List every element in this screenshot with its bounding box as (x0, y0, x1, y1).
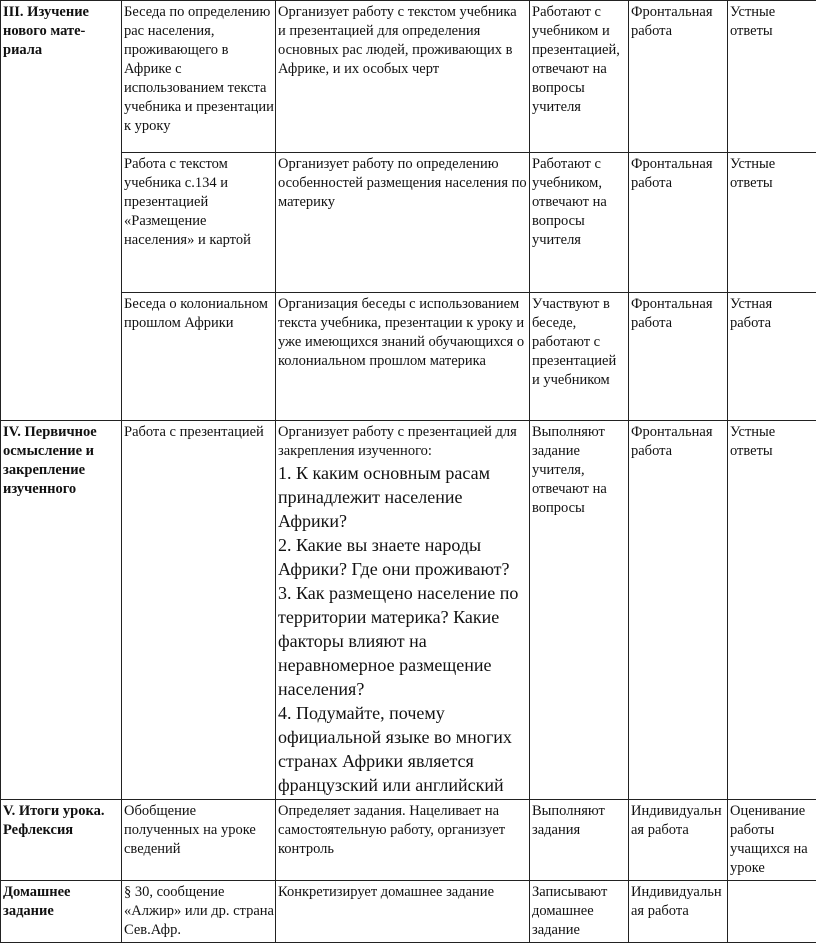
stage-cell: V. Итоги урока. Рефлексия (1, 800, 122, 881)
result-cell: Устная работа (728, 293, 816, 421)
form-cell: Индивидуальная работа (629, 881, 728, 943)
students-cell: Записывают домашнее задание (530, 881, 629, 943)
question-2: 2. Какие вы знаете народы Африки? Где они проживают? (278, 535, 510, 579)
table-row (1, 153, 816, 293)
stage-cell: III. Изучение нового мате-риала (1, 1, 122, 421)
students-cell: Работают с учебником, отвечают на вопросы учителя (530, 153, 629, 293)
table-row (1, 421, 816, 800)
stage-cell: IV. Первичное осмысление и закрепление изученного (1, 421, 122, 800)
table-row (1, 800, 816, 881)
result-cell (728, 881, 816, 943)
form-cell: Фронтальная работа (629, 1, 728, 153)
teacher-cell (276, 421, 530, 800)
result-cell: Устные ответы (728, 153, 816, 293)
content-cell: Обобщение полученных на уроке сведений (122, 800, 276, 881)
teacher-intro: Организует работу с презентацией для закрепления изученного: (278, 424, 517, 459)
question-3: 3. Как размещено население по территории материка? Какие факторы влияют на неравномерное размещение населения? (278, 583, 519, 699)
teacher-cell: Определяет задания. Нацеливает на самостоятельную работу, организует контроль (276, 800, 530, 881)
stage-cell: Домашнее задание (1, 881, 122, 943)
form-cell: Фронтальная работа (629, 293, 728, 421)
content-cell: Работа с презентацией (122, 421, 276, 800)
students-cell: Выполняют задания (530, 800, 629, 881)
question-4: 4. Подумайте, почему официальной языке во многих странах Африки является французский или английский (278, 703, 512, 795)
content-cell: Работа с текстом учебника с.134 и презентацией «Размещение населения» и картой (122, 153, 276, 293)
table-row (1, 881, 816, 943)
form-cell: Индивидуальная работа (629, 800, 728, 881)
students-cell: Выполняют задание учителя, отвечают на вопросы (530, 421, 629, 800)
result-cell: Оценивание работы учащихся на уроке (728, 800, 816, 881)
content-cell: Беседа по определению рас населения, проживающего в Африке с использованием текста учебника и презентации к уроку (122, 1, 276, 153)
teacher-cell: Организует работу с текстом учебника и презентацией для определения основных рас людей, проживающих в Африке, и их особых черт (276, 1, 530, 153)
students-cell: Участвуют в беседе, работают с презентацией и учебником (530, 293, 629, 421)
content-cell: § 30, сообщение «Алжир» или др. страна Сев.Афр. (122, 881, 276, 943)
students-cell: Работают с учебником и презентацией, отвечают на вопросы учителя (530, 1, 629, 153)
result-cell: Устные ответы (728, 421, 816, 800)
teacher-cell: Организует работу по определению особенностей размещения населения по материку (276, 153, 530, 293)
table-row (1, 293, 816, 421)
result-cell: Устные ответы (728, 1, 816, 153)
teacher-cell: Организация беседы с использованием текста учебника, презентации к уроку и уже имеющихся знаний обучающихся о колониальном прошлом материка (276, 293, 530, 421)
form-cell: Фронтальная работа (629, 153, 728, 293)
question-1: 1. К каким основным расам принадлежит население Африки? (278, 463, 491, 531)
form-cell: Фронтальная работа (629, 421, 728, 800)
content-cell: Беседа о колониальном прошлом Африки (122, 293, 276, 421)
table-row (1, 1, 816, 153)
teacher-cell: Конкретизирует домашнее задание (276, 881, 530, 943)
